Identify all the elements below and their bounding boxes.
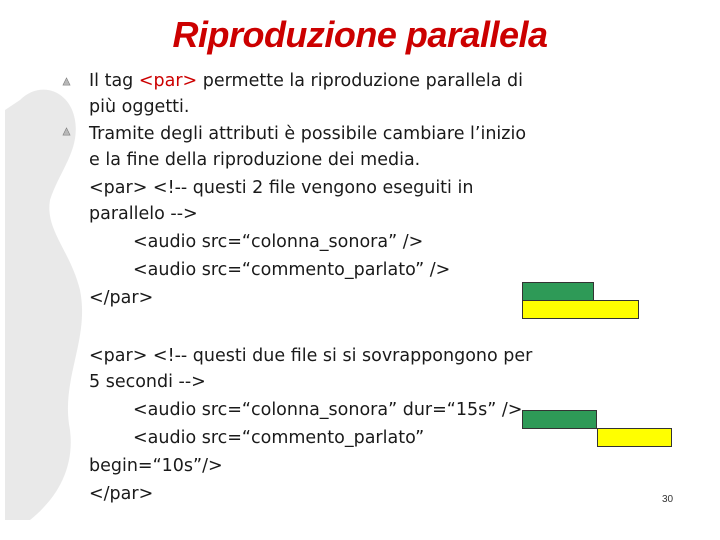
example-2-audio-2: <audio src=“commento_parlato” (133, 428, 425, 448)
example-1-line-1 (89, 175, 473, 201)
example-1-open-tag: <par> (89, 178, 148, 198)
bullet-1-line-1 (89, 68, 523, 94)
example-2-line-1 (89, 343, 532, 369)
bullet-2-line-2: e la fine della riproduzione dei media. (89, 150, 421, 170)
example-1-comment-cont: parallelo --> (89, 204, 198, 224)
example-1-comment: <!-- questi 2 file vengono eseguiti in (147, 178, 474, 198)
bullet-1-text-pre: Il tag (89, 71, 139, 91)
example-2-comment-cont: 5 secondi --> (89, 372, 206, 392)
bullet-icon (62, 77, 71, 86)
example-2-close-tag: </par> (89, 484, 154, 504)
timeline-bar-colonna-sonora-15s (522, 410, 597, 429)
example-1-audio-2: <audio src=“commento_parlato” /> (133, 260, 451, 280)
example-2-audio-2-cont: begin=“10s”/> (89, 456, 223, 476)
example-2-comment: <!-- questi due file si si sovrappongono per (147, 346, 533, 366)
timeline-bar-commento-parlato (522, 300, 639, 319)
bullet-2-line-1: Tramite degli attributi è possibile cambiare l’inizio (89, 124, 527, 144)
example-1-close-tag: </par> (89, 288, 154, 308)
page-number: 30 (662, 494, 674, 505)
timeline-bar-colonna-sonora (522, 282, 594, 301)
bullet-icon (62, 127, 71, 136)
example-2-open-tag: <par> (89, 346, 148, 366)
par-tag: <par> (138, 71, 198, 91)
example-2-audio-1: <audio src=“colonna_sonora” dur=“15s” /> (133, 400, 523, 420)
slide-title: Riproduzione parallela (172, 14, 548, 55)
bullet-1-text-post: permette la riproduzione parallela di (197, 71, 523, 91)
example-1-audio-1: <audio src=“colonna_sonora” /> (133, 232, 424, 252)
bullet-1-line-2: più oggetti. (89, 97, 190, 117)
timeline-bar-commento-parlato-10s (597, 428, 672, 447)
